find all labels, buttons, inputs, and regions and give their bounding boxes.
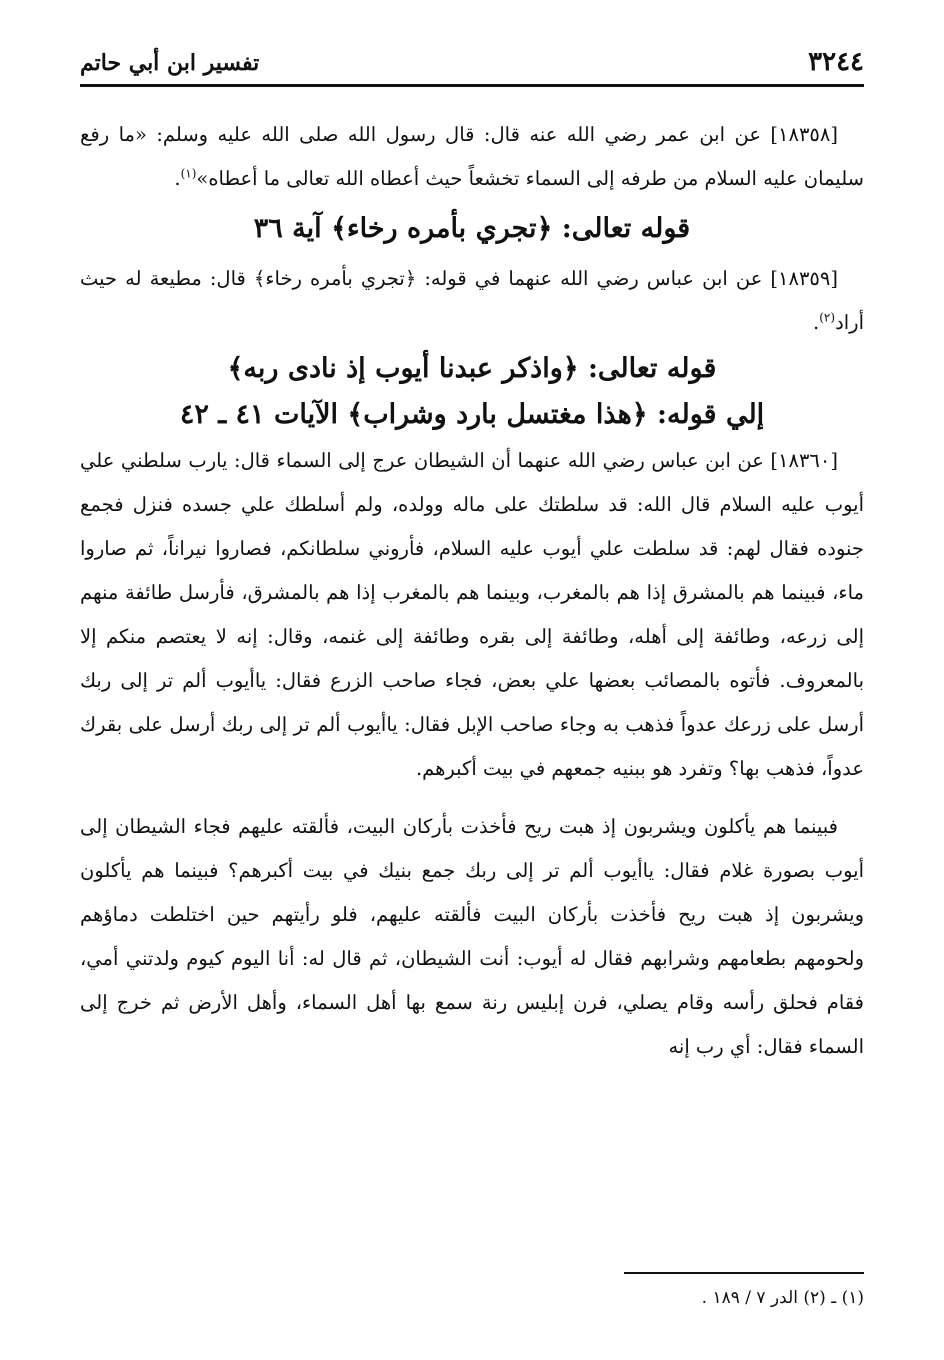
footnote-marker: (١) (180, 166, 197, 181)
running-header (80, 40, 864, 87)
narration-end: . (813, 311, 820, 334)
narration-18359 (80, 257, 864, 345)
narration-text: عن ابن عباس رضي الله عنهما في قوله: ﴿تجري بأمره رخاء﴾ قال: مطيعة له حيث أراد (80, 267, 864, 334)
narration-18358 (80, 113, 864, 201)
book-title: تفسير ابن أبي حاتم (80, 50, 260, 76)
narration-text: عن ابن عباس رضي الله عنهما أن الشيطان عرج إلى السماء قال: يارب سلطني علي أيوب عليه السلام قال الله: قد سلطتك على ماله وولده، ولم أسلطك علي جسده فنزل فجمع جنوده فقال لهم: قد سلطت علي أيوب عليه السلام، فأروني سلطانكم، فصاروا نيراناً، ثم صاروا ماء، فبينما هم بالمشرق إذا هم بالمغرب، وبينما هم بالمغرب إذا هم بالمشرق، فأرسل طائفة منهم إلى زرعه، وطائفة إلى أهله، وطائفة إلى بقره وطائفة إلى غنمه، وقال: إنه لا يعتصم منكم إلا بالمعروف. فأتوه بالمصائب بعضها علي بعض، فجاء صاحب الزرع فقال: ياأيوب ألم تر إلى ربك أرسل على زرعك عدواً فذهب به وجاء صاحب الإبل فقال: ياأيوب ألم تر إلى ربك أرسل على بقرك عدواً، فذهب بها؟ وتفرد هو ببنيه جمعهم في بيت أكبرهم. (80, 449, 864, 780)
footnote-text: (١) ـ (٢) الدر ٧ / ١٨٩ . (701, 1288, 864, 1308)
narration-continuation (80, 805, 864, 1069)
narration-text: فبينما هم يأكلون ويشربون إذ هبت ريح فأخذت بأركان البيت، فألقته عليهم فجاء الشيطان إلى أيوب بصورة غلام فقال: ياأيوب ألم تر إلى ربك جمع بنيك في بيت أكبرهم؟ فبينما هم يأكلون ويشربون إذ هبت ريح فأخذت بأركان البيت فألقته عليهم، فلو رأيتهم حين اختلطت دماؤهم ولحومهم بطعامهم وشرابهم فقال له أيوب: أنت الشيطان، ثم قال له: أنا اليوم كيوم ولدتني أمي، فقام فحلق رأسه وقام يصلي، فرن إبليس رنة سمع بها أهل السماء، وأهل الأرض ثم خرج إلى السماء فقال: أي رب إنه (80, 815, 864, 1058)
verse-heading-36: قوله تعالى: ﴿تجري بأمره رخاء﴾ آية ٣٦ (253, 213, 691, 244)
footnotes (80, 1272, 864, 1312)
narration-text: عن ابن عمر رضي الله عنه قال: قال رسول الله صلى الله عليه وسلم: «ما رفع سليمان عليه السلام من طرفه إلى السماء تخشعاً حيث أعطاه الله تعالى ما أعطاه» (80, 123, 864, 190)
verse-heading-41-line2: إلي قوله: ﴿هذا مغتسل بارد وشراب﴾ الآيات ٤١ ـ ٤٢ (179, 399, 765, 430)
footnote-divider (624, 1272, 864, 1274)
footnote-marker: (٢) (819, 310, 836, 325)
narration-number: [١٨٣٥٩] (770, 267, 838, 290)
narration-number: [١٨٣٥٨] (770, 123, 838, 146)
verse-heading-41-line1: قوله تعالى: ﴿واذكر عبدنا أيوب إذ نادى ربه﴾ (227, 353, 717, 384)
book-page (80, 40, 864, 1330)
body-text (80, 87, 864, 1069)
page-number: ٣٢٤٤ (808, 47, 864, 77)
narration-number: [١٨٣٦٠] (770, 449, 838, 472)
narration-18360 (80, 439, 864, 791)
narration-end: . (174, 167, 181, 190)
